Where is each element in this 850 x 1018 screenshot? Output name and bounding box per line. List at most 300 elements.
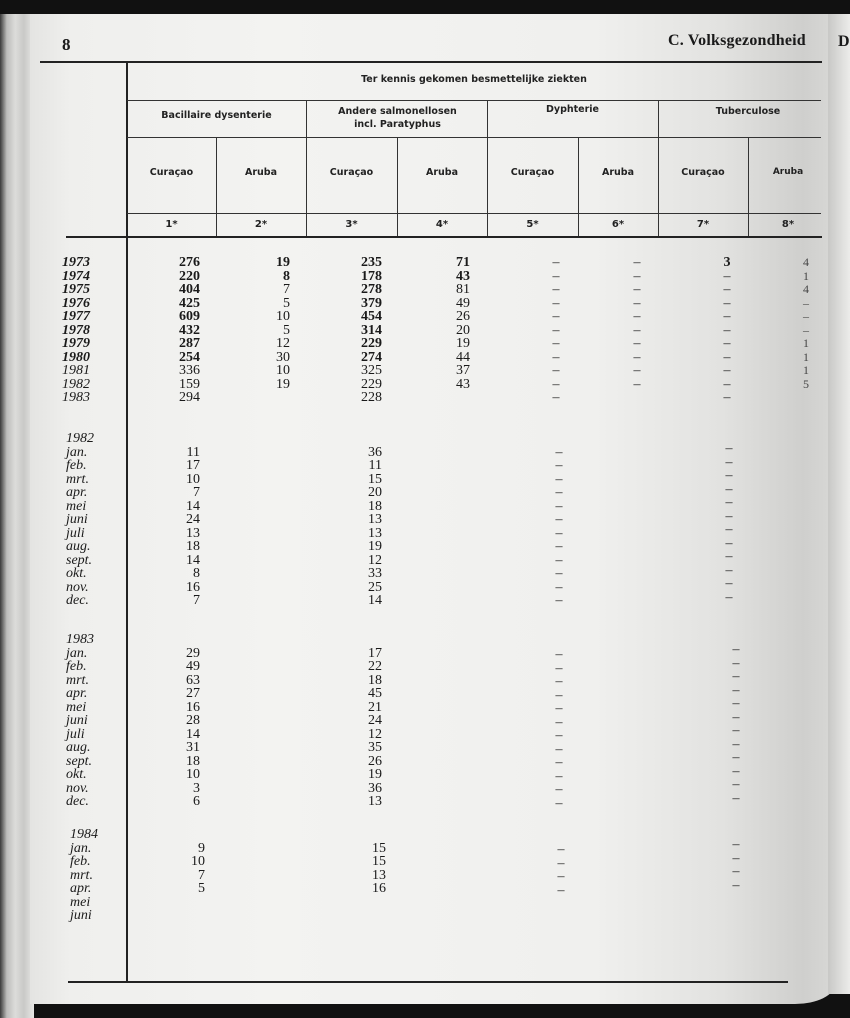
cell: 7 [193, 593, 200, 608]
month-label: feb. [66, 458, 87, 473]
cell: – [633, 349, 641, 365]
cell: – [555, 795, 563, 811]
cell: – [557, 855, 565, 871]
annual-col-1 [150, 256, 200, 405]
cell: – [732, 763, 740, 779]
cell: 19 [368, 767, 382, 782]
cell: 29 [186, 645, 200, 661]
col-header-6: Aruba [601, 167, 634, 178]
col-number-7: 7* [696, 219, 710, 230]
month-label: jan. [70, 840, 92, 856]
cell: 13 [368, 525, 382, 541]
month-label: mrt. [70, 867, 93, 883]
cell: 6 [193, 794, 200, 809]
col-header-3: Curaçao [329, 167, 374, 178]
year-label: 1982 [62, 376, 90, 392]
cell: – [552, 363, 560, 378]
cell: 8 [283, 268, 290, 284]
cell: 33 [368, 566, 382, 581]
col-number-1: 1* [165, 219, 178, 230]
cell: 7 [193, 485, 200, 500]
table-bottom-rule [68, 981, 788, 983]
month-label: apr. [66, 686, 88, 701]
monthly-1984-labels [70, 828, 130, 923]
annual-labels [62, 256, 122, 405]
month-label: apr. [70, 881, 92, 896]
cell: 24 [368, 713, 382, 728]
year-label: 1981 [62, 363, 90, 378]
cell: 5 [283, 295, 290, 311]
cell: 5 [198, 881, 205, 896]
cell: – [555, 471, 563, 487]
cell: – [732, 864, 740, 879]
cell: 294 [179, 390, 200, 405]
cell: – [723, 390, 731, 405]
cell: – [633, 282, 641, 297]
cell: – [555, 566, 563, 581]
cell: – [803, 309, 809, 323]
year-label: 1973 [62, 255, 90, 270]
table-top-rule [40, 61, 822, 63]
cell: – [725, 454, 733, 470]
cell: 229 [361, 376, 382, 392]
cell: 15 [372, 840, 386, 856]
cell: – [633, 336, 641, 351]
annual-col-8 [796, 256, 816, 405]
month-label: nov. [66, 579, 89, 595]
cell: 14 [186, 552, 200, 568]
cell: – [732, 669, 740, 684]
cell: 235 [361, 255, 382, 270]
cell: – [555, 701, 563, 716]
cell: – [552, 309, 560, 324]
cell: – [732, 750, 740, 765]
cell: – [723, 309, 731, 324]
monthly-1982-col-7 [718, 442, 740, 604]
header-bottom-rule [66, 236, 822, 238]
year-label: 1977 [62, 309, 90, 324]
month-label: mrt. [66, 471, 89, 487]
cell: – [557, 882, 565, 898]
cell: – [555, 525, 563, 541]
monthly-1984-col-7 [725, 838, 747, 892]
cell: – [723, 363, 731, 378]
cell: – [633, 322, 641, 338]
cell: – [725, 468, 733, 483]
monthly-1983-col-7 [725, 643, 747, 805]
monthly-1982-labels [66, 432, 126, 608]
monthly-1982-col-5 [548, 446, 570, 608]
cell: 11 [186, 444, 200, 460]
cell: 12 [368, 726, 382, 742]
cell: 5 [803, 376, 809, 391]
cell: 18 [368, 498, 382, 514]
cell: 10 [186, 767, 200, 782]
cell: 276 [179, 255, 200, 270]
month-label: aug. [66, 740, 91, 755]
cell: 15 [368, 471, 382, 487]
col-header-1: Curaçao [149, 167, 194, 178]
year-label: 1978 [62, 322, 90, 338]
cell: – [725, 481, 733, 497]
cell: – [803, 295, 809, 310]
cell: – [555, 498, 563, 514]
cell: 454 [361, 309, 382, 324]
cell [626, 391, 648, 405]
month-label: juni [70, 908, 92, 923]
year-label: 1979 [62, 336, 90, 351]
cell: – [723, 336, 731, 351]
month-label: sept. [66, 753, 93, 769]
cell: 18 [186, 539, 200, 554]
cell: 3 [193, 780, 200, 796]
month-label: juli [66, 525, 85, 541]
cell: 28 [186, 713, 200, 728]
month-label: mei [70, 894, 91, 910]
cell: 43 [456, 268, 470, 284]
cell: – [725, 508, 733, 524]
cell: – [725, 576, 733, 591]
super-header: Ter kennis gekomen besmettelijke ziekten [361, 74, 587, 85]
cell: – [555, 728, 563, 743]
cell: 1 [803, 349, 809, 364]
cell: – [725, 522, 733, 537]
cell: 19 [276, 376, 290, 392]
cell: 1 [803, 363, 809, 377]
cell: 22 [368, 659, 382, 674]
cell: – [723, 282, 731, 297]
cell: – [555, 593, 563, 608]
cell: – [552, 336, 560, 351]
monthly-1984-col-3 [336, 842, 386, 896]
cell: – [633, 309, 641, 324]
cell: – [732, 723, 740, 738]
cell: 9 [198, 840, 205, 856]
col-number-8: 8* [781, 219, 795, 230]
cell: 14 [368, 593, 382, 608]
cell: 36 [368, 780, 382, 796]
cell: – [555, 755, 563, 770]
month-label: mrt. [66, 672, 89, 688]
cell: 432 [179, 322, 200, 338]
cell: 314 [361, 322, 382, 338]
cell: 609 [179, 309, 200, 324]
next-page-title: D [838, 33, 850, 50]
month-label: jan. [66, 645, 88, 661]
cell: 45 [368, 686, 382, 701]
month-label: aug. [66, 539, 91, 554]
cell: – [552, 322, 560, 338]
col-header-4: Aruba [425, 167, 458, 178]
cell: 36 [368, 444, 382, 460]
cell: 16 [186, 579, 200, 595]
cell: – [552, 282, 560, 297]
cell: – [725, 535, 733, 551]
col-header-8: Aruba [772, 167, 804, 177]
subheader-rule [127, 137, 821, 138]
cell: – [555, 714, 563, 730]
cell: – [555, 444, 563, 460]
month-label: okt. [66, 767, 87, 782]
cell: – [555, 552, 563, 568]
cell: 16 [372, 881, 386, 896]
cell: – [633, 295, 641, 311]
cell: 25 [368, 579, 382, 595]
cell: 7 [198, 867, 205, 883]
cell: 13 [186, 525, 200, 541]
cell: 159 [179, 376, 200, 392]
cell: – [552, 255, 560, 270]
group-header-rule [127, 100, 821, 101]
cell: – [555, 458, 563, 473]
cell: 26 [368, 753, 382, 769]
cell: 49 [456, 295, 470, 311]
cell: – [633, 363, 641, 378]
cell: – [732, 682, 740, 698]
cell: 19 [456, 336, 470, 351]
cell: 336 [179, 363, 200, 378]
monthly-1984-col-5 [550, 843, 572, 897]
cell: – [723, 322, 731, 338]
monthly-1984-col-1 [155, 842, 205, 896]
cell: 220 [179, 268, 200, 284]
cell: – [557, 869, 565, 884]
cell: 10 [276, 309, 290, 324]
year-heading: 1982 [66, 431, 94, 446]
month-label: okt. [66, 566, 87, 581]
cell: 1 [803, 336, 809, 350]
cell: 26 [456, 309, 470, 324]
col-number-6: 6* [611, 219, 625, 230]
monthly-1983-col-1 [150, 647, 200, 809]
cell: – [725, 495, 733, 510]
cell: 10 [186, 471, 200, 487]
annual-col-4 [420, 256, 470, 405]
col-header-5: Curaçao [510, 167, 555, 178]
cell: – [555, 647, 563, 662]
col-number-3: 3* [345, 219, 358, 230]
cell: 254 [179, 349, 200, 365]
cell: 11 [368, 458, 382, 473]
month-label: nov. [66, 780, 89, 796]
month-label: apr. [66, 485, 88, 500]
cell [240, 391, 290, 405]
cell: – [552, 376, 560, 392]
month-label: dec. [66, 794, 89, 809]
cell: – [723, 376, 731, 392]
cell: – [633, 255, 641, 270]
cell: – [732, 696, 740, 711]
cell: 12 [276, 336, 290, 351]
book-binding-edge [0, 14, 34, 1018]
annual-col-6 [626, 256, 648, 405]
cell: 27 [186, 686, 200, 701]
cell: – [732, 777, 740, 792]
cell: – [552, 390, 560, 405]
cell: 274 [361, 349, 382, 365]
cell: 19 [368, 539, 382, 554]
cell: – [555, 485, 563, 500]
cell: 31 [186, 740, 200, 755]
cell: – [633, 376, 641, 392]
cell: – [732, 709, 740, 725]
cell: 5 [283, 322, 290, 338]
cell: 379 [361, 295, 382, 311]
col-number-5: 5* [526, 219, 539, 230]
cell: – [557, 842, 565, 857]
facing-page-edge [828, 14, 850, 994]
cell: – [723, 295, 731, 311]
year-label: 1980 [62, 349, 90, 365]
col-header-2: Aruba [244, 167, 277, 178]
cell: 13 [368, 794, 382, 809]
cell: 14 [186, 726, 200, 742]
month-label: feb. [66, 659, 87, 674]
cell: 10 [191, 854, 205, 869]
year-label: 1976 [62, 295, 90, 311]
cell: 21 [368, 699, 382, 715]
month-label: sept. [66, 552, 93, 568]
cell: 44 [456, 349, 470, 365]
cell: 404 [179, 282, 200, 297]
cell: – [555, 539, 563, 554]
cell: – [555, 687, 563, 703]
cell: – [552, 268, 560, 284]
cell: 13 [372, 867, 386, 883]
annual-col-2 [240, 256, 290, 405]
section-title: C. Volksgezondheid [668, 32, 806, 49]
year-label: 1975 [62, 282, 90, 297]
cell: 7 [283, 282, 290, 297]
cell: – [732, 655, 740, 671]
month-label: juni [66, 713, 88, 728]
month-label: mei [66, 498, 87, 514]
cell: – [732, 877, 740, 893]
year-heading: 1984 [70, 827, 98, 842]
cell: 228 [361, 390, 382, 405]
year-label: 1974 [62, 268, 90, 284]
year-label: 1983 [62, 390, 90, 405]
page-number: 8 [62, 35, 71, 54]
month-label: mei [66, 699, 87, 715]
cell: 71 [456, 255, 470, 270]
cell: 14 [186, 498, 200, 514]
month-label: jan. [66, 444, 88, 460]
cell: – [732, 790, 740, 806]
cell: – [555, 660, 563, 676]
cell: 20 [456, 322, 470, 338]
cell: – [723, 268, 731, 284]
group-header-salmonellosen: Andere salmonellosen incl. Paratyphus [338, 106, 457, 130]
cell [796, 391, 816, 405]
cell: – [555, 768, 563, 784]
month-label: juli [66, 726, 85, 742]
monthly-1983-col-3 [332, 647, 382, 809]
cell: – [552, 349, 560, 365]
month-label: juni [66, 512, 88, 527]
cell: 278 [361, 282, 382, 297]
cell: 37 [456, 363, 470, 378]
annual-col-7 [716, 256, 738, 405]
cell: 18 [186, 753, 200, 769]
cell: – [552, 295, 560, 311]
cell: – [803, 322, 809, 337]
cell: – [732, 837, 740, 852]
cell: 12 [368, 552, 382, 568]
cell [420, 391, 470, 405]
cell: – [723, 349, 731, 365]
year-heading: 1983 [66, 632, 94, 647]
cell: 15 [372, 854, 386, 869]
cell: 229 [361, 336, 382, 351]
cell: – [725, 441, 733, 456]
cell: 24 [186, 512, 200, 527]
cell: 17 [186, 458, 200, 473]
col-header-7: Curaçao [681, 167, 725, 178]
monthly-1982-col-3 [332, 446, 382, 608]
column-number-rule [127, 213, 821, 214]
cell: 20 [368, 485, 382, 500]
cell: 425 [179, 295, 200, 311]
cell: 287 [179, 336, 200, 351]
cell: 8 [193, 566, 200, 581]
month-label: dec. [66, 593, 89, 608]
cell: 10 [276, 363, 290, 378]
cell: 4 [803, 282, 809, 296]
cell: – [725, 562, 733, 578]
cell: 325 [361, 363, 382, 378]
monthly-1983-labels [66, 633, 126, 809]
cell: – [555, 674, 563, 689]
cell: – [555, 741, 563, 757]
cell: – [725, 589, 733, 605]
cell: 16 [186, 699, 200, 715]
cell: – [732, 642, 740, 657]
cell: 178 [361, 268, 382, 284]
cell: – [732, 736, 740, 752]
month-label: feb. [70, 854, 91, 869]
cell: – [725, 549, 733, 564]
cell: 81 [456, 282, 470, 297]
cell: 30 [276, 349, 290, 365]
group-header-dysenterie: Bacillaire dysenterie [161, 110, 272, 121]
cell: 4 [803, 255, 809, 269]
cell: – [555, 512, 563, 527]
cell: 19 [276, 255, 290, 270]
cell: 43 [456, 376, 470, 392]
cell: 3 [723, 255, 731, 270]
cell: – [732, 850, 740, 866]
cell: 35 [368, 740, 382, 755]
annual-col-3 [332, 256, 382, 405]
cell: – [555, 782, 563, 797]
cell: – [633, 268, 641, 284]
cell: 49 [186, 659, 200, 674]
col-number-2: 2* [254, 219, 268, 230]
col-number-4: 4* [435, 219, 449, 230]
group-header-dyphterie: Dyphterie [545, 104, 599, 115]
cell: 17 [368, 645, 382, 661]
annual-col-5 [545, 256, 567, 405]
cell: 13 [368, 512, 382, 527]
monthly-1982-col-1 [150, 446, 200, 608]
cell: – [555, 579, 563, 595]
cell: 63 [186, 672, 200, 688]
group-header-tuberculose: Tuberculose [715, 106, 781, 117]
cell: 18 [368, 672, 382, 688]
cell: 1 [803, 268, 809, 283]
monthly-1983-col-5 [548, 648, 570, 810]
